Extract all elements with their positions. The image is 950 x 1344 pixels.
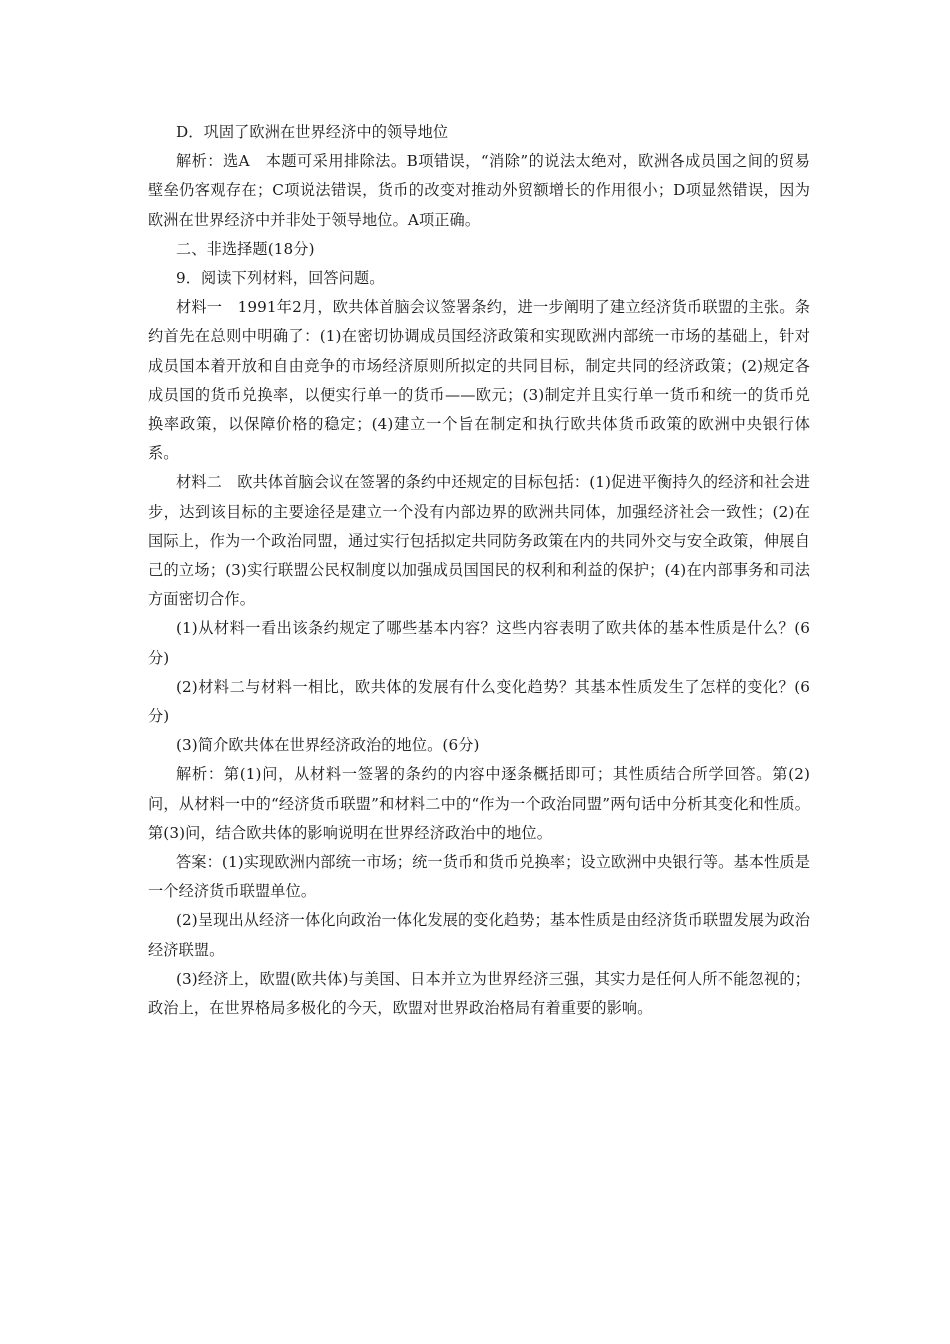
- section-heading-non-choice: 二、非选择题(18分): [176, 239, 315, 258]
- option-d: D．巩固了欧洲在世界经济中的领导地位: [176, 123, 449, 141]
- analysis-q9: 解析：第(1)问，从材料一签署的条约的内容中逐条概括即可；其性质结合所学回答。第(2)问，从材料一中的“经济货币联盟”和材料二中的“作为一个政治同盟”两句话中分析其变化和性质。第(3)问，结合欧共体的影响说明在世界经济政治中的地位。: [148, 765, 810, 842]
- answer-3: (3)经济上，欧盟(欧共体)与美国、日本并立为世界经济三强，其实力是任何人所不能忽视的；政治上，在世界格局多极化的今天，欧盟对世界政治格局有着重要的影响。: [148, 969, 810, 1018]
- answer-1: 答案：(1)实现欧洲内部统一市场；统一货币和货币兑换率；设立欧洲中央银行等。基本性质是一个经济货币联盟单位。: [148, 853, 810, 901]
- sub-question-2: (2)材料二与材料一相比，欧共体的发展有什么变化趋势？其基本性质发生了怎样的变化？(6分): [148, 677, 810, 726]
- sub-question-1: (1)从材料一看出该条约规定了哪些基本内容？这些内容表明了欧共体的基本性质是什么？(6分): [148, 619, 810, 667]
- sub-question-3: (3)简介欧共体在世界经济政治的地位。(6分): [176, 736, 480, 755]
- analysis-q8: 解析：选A 本题可采用排除法。B项错误，“消除”的说法太绝对，欧洲各成员国之间的贸易壁垒仍客观存在；C项说法错误，货币的改变对推动外贸额增长的作用很小；D项显然错误，因为欧洲在世界经济中并非处于领导地位。A项正确。: [148, 152, 810, 229]
- material-one: 材料一 1991年2月，欧共体首脑会议签署条约，进一步阐明了建立经济货币联盟的主张。条约首先在总则中明确了：(1)在密切协调成员国经济政策和实现欧洲内部统一市场的基础上，针对成员国本着开放和自由竞争的市场经济原则所拟定的共同目标，制定共同的经济政策；(2)规定各成员国的货币兑换率，以便实行单一的货币——欧元；(3)制定并且实行单一货币和统一的货币兑换率政策，以保障价格的稳定；(4)建立一个旨在制定和执行欧共体货币政策的欧洲中央银行体系。: [148, 298, 810, 463]
- document-body: [148, 118, 810, 1023]
- question-9-prompt: 9．阅读下列材料，回答问题。: [176, 269, 385, 288]
- material-two: 材料二 欧共体首脑会议在签署的条约中还规定的目标包括：(1)促进平衡持久的经济和社会进步，达到该目标的主要途径是建立一个没有内部边界的欧洲共同体，加强经济社会一致性；(2)在国际上，作为一个政治同盟，通过实行包括拟定共同防务政策在内的共同外交与安全政策，伸展自己的立场；(3)实行联盟公民权制度以加强成员国国民的权利和利益的保护；(4)在内部事务和司法方面密切合作。: [148, 473, 810, 609]
- answer-2: (2)呈现出从经济一体化向政治一体化发展的变化趋势；基本性质是由经济货币联盟发展为政治经济联盟。: [148, 911, 810, 959]
